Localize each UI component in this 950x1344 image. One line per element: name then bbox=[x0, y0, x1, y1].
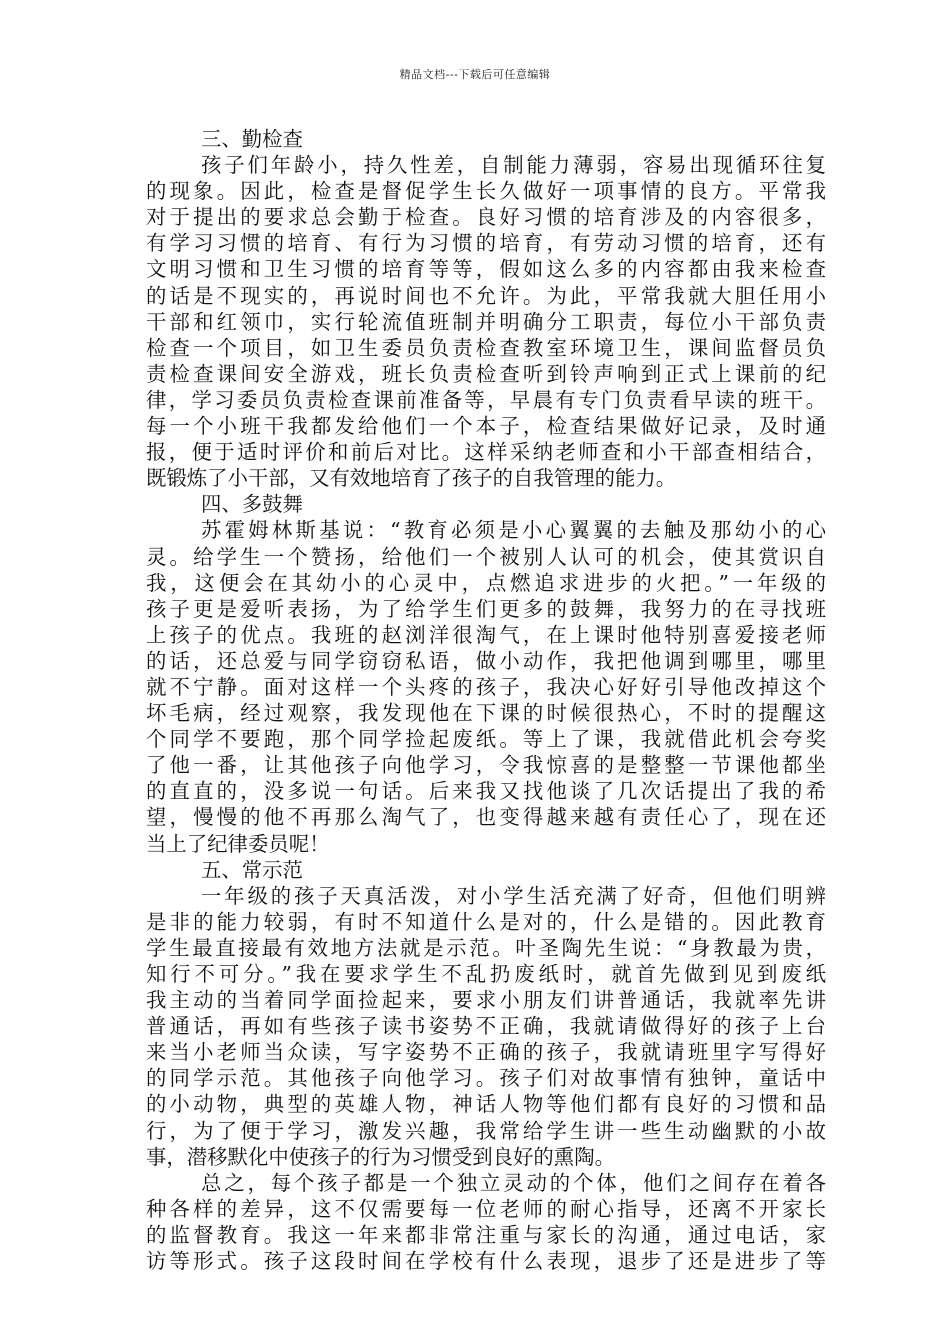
text-line: 的小动物，典型的英雄人物，神话人物等他们都有良好的习惯和品 bbox=[146, 1092, 826, 1117]
section-heading: 三、勤检查 bbox=[201, 127, 303, 151]
text-line: 事，潜移默化中使孩子的行为习惯受到良好的熏陶。 bbox=[146, 1144, 615, 1169]
text-line: 的现象。因此，检查是督促学生长久做好一项事情的良方。平常我 bbox=[146, 179, 826, 204]
text-line: 是非的能力较弱，有时不知道什么是对的，什么是错的。因此教育 bbox=[146, 909, 826, 934]
text-line: 责检查课间安全游戏，班长负责检查听到铃声响到正式上课前的纪 bbox=[146, 361, 826, 386]
text-line: 来当小老师当众读，写字姿势不正确的孩子，我就请班里字写得好 bbox=[146, 1040, 826, 1065]
text-line: 就不宁静。面对这样一个头疼的孩子，我决心好好引导他改掉这个 bbox=[146, 674, 826, 699]
text-line: 灵。给学生一个赞扬，给他们一个被别人认可的机会，使其赏识自 bbox=[146, 544, 826, 569]
text-line: 种各样的差异，这不仅需要每一位老师的耐心指导，还离不开家长 bbox=[146, 1196, 826, 1221]
text-line: 坏毛病，经过观察，我发现他在下课的时候很热心，不时的提醒这 bbox=[146, 701, 826, 726]
text-line: 个同学不要跑，那个同学捡起废纸。等上了课，我就借此机会夸奖 bbox=[146, 727, 826, 752]
text-line: 望，慢慢的他不再那么淘气了，也变得越来越有责任心了，现在还 bbox=[146, 805, 826, 830]
text-line: 上孩子的优点。我班的赵浏洋很淘气，在上课时他特别喜爱接老师 bbox=[146, 622, 826, 647]
text-line: 每一个小班干我都发给他们一个本子，检查结果做好记录，及时通 bbox=[146, 414, 826, 439]
text-line: 检查一个项目，如卫生委员负责检查教室环境卫生，课间监督员负 bbox=[146, 335, 826, 360]
document-body bbox=[146, 126, 826, 1274]
text-line: 普通话，再如有些孩子读书姿势不正确，我就请做得好的孩子上台 bbox=[146, 1014, 826, 1039]
text-line: 行，为了便于学习，激发兴趣，我常给学生讲一些生动幽默的小故 bbox=[146, 1118, 826, 1143]
text-line: 干部和红领巾，实行轮流值班制并明确分工职责，每位小干部负责 bbox=[146, 309, 826, 334]
text-line: 对于提出的要求总会勤于检查。良好习惯的培育涉及的内容很多， bbox=[146, 205, 826, 230]
text-line: 访等形式。孩子这段时间在学校有什么表现，退步了还是进步了等 bbox=[146, 1249, 826, 1274]
text-line: 一年级的孩子天真活泼，对小学生活充满了好奇，但他们明辨 bbox=[201, 883, 826, 908]
text-line: 的话是不现实的，再说时间也不允许。为此，平常我就大胆任用小 bbox=[146, 283, 826, 308]
text-line: 的话，还总爱与同学窃窃私语，做小动作，我把他调到哪里，哪里 bbox=[146, 648, 826, 673]
text-line: 我，这便会在其幼小的心灵中，点燃追求进步的火把。”一年级的 bbox=[146, 570, 826, 595]
section-heading: 四、多鼓舞 bbox=[201, 492, 303, 517]
page-header: 精品文档---下载后可任意编辑 bbox=[399, 68, 551, 81]
section-heading: 五、常示范 bbox=[201, 857, 303, 882]
text-line: 既锻炼了小干部，又有效地培育了孩子的自我管理的能力。 bbox=[146, 466, 677, 491]
text-line: 的同学示范。其他孩子向他学习。孩子们对故事情有独钟，童话中 bbox=[146, 1066, 826, 1091]
text-line: 文明习惯和卫生习惯的培育等等，假如这么多的内容都由我来检查 bbox=[146, 257, 826, 282]
text-line: 当上了纪律委员呢！ bbox=[146, 831, 330, 856]
text-line: 的监督教育。我这一年来都非常注重与家长的沟通，通过电话，家 bbox=[146, 1222, 826, 1247]
text-line: 报，便于适时评价和前后对比。这样采纳老师查和小干部查相结合， bbox=[146, 440, 826, 465]
text-line: 有学习习惯的培育、有行为习惯的培育，有劳动习惯的培育，还有 bbox=[146, 231, 826, 256]
text-line: 孩子们年龄小，持久性差，自制能力薄弱，容易出现循环往复 bbox=[201, 153, 826, 178]
text-line: 总之，每个孩子都是一个独立灵动的个体，他们之间存在着各 bbox=[201, 1170, 826, 1195]
text-line: 的直直的，没多说一句话。后来我又找他谈了几次话提出了我的希 bbox=[146, 779, 826, 804]
text-line: 苏霍姆林斯基说：“教育必须是小心翼翼的去触及那幼小的心 bbox=[201, 518, 826, 543]
text-line: 学生最直接最有效地方法就是示范。叶圣陶先生说：“身教最为贵， bbox=[146, 935, 826, 960]
text-line: 律，学习委员负责检查课前准备等，早晨有专门负责看早读的班干。 bbox=[146, 387, 826, 412]
text-line: 孩子更是爱听表扬，为了给学生们更多的鼓舞，我努力的在寻找班 bbox=[146, 596, 826, 621]
text-line: 我主动的当着同学面捡起来，要求小朋友们讲普通话，我就率先讲 bbox=[146, 988, 826, 1013]
text-line: 了他一番，让其他孩子向他学习，令我惊喜的是整整一节课他都坐 bbox=[146, 753, 826, 778]
text-line: 知行不可分。”我在要求学生不乱扔废纸时，就首先做到见到废纸 bbox=[146, 962, 826, 986]
